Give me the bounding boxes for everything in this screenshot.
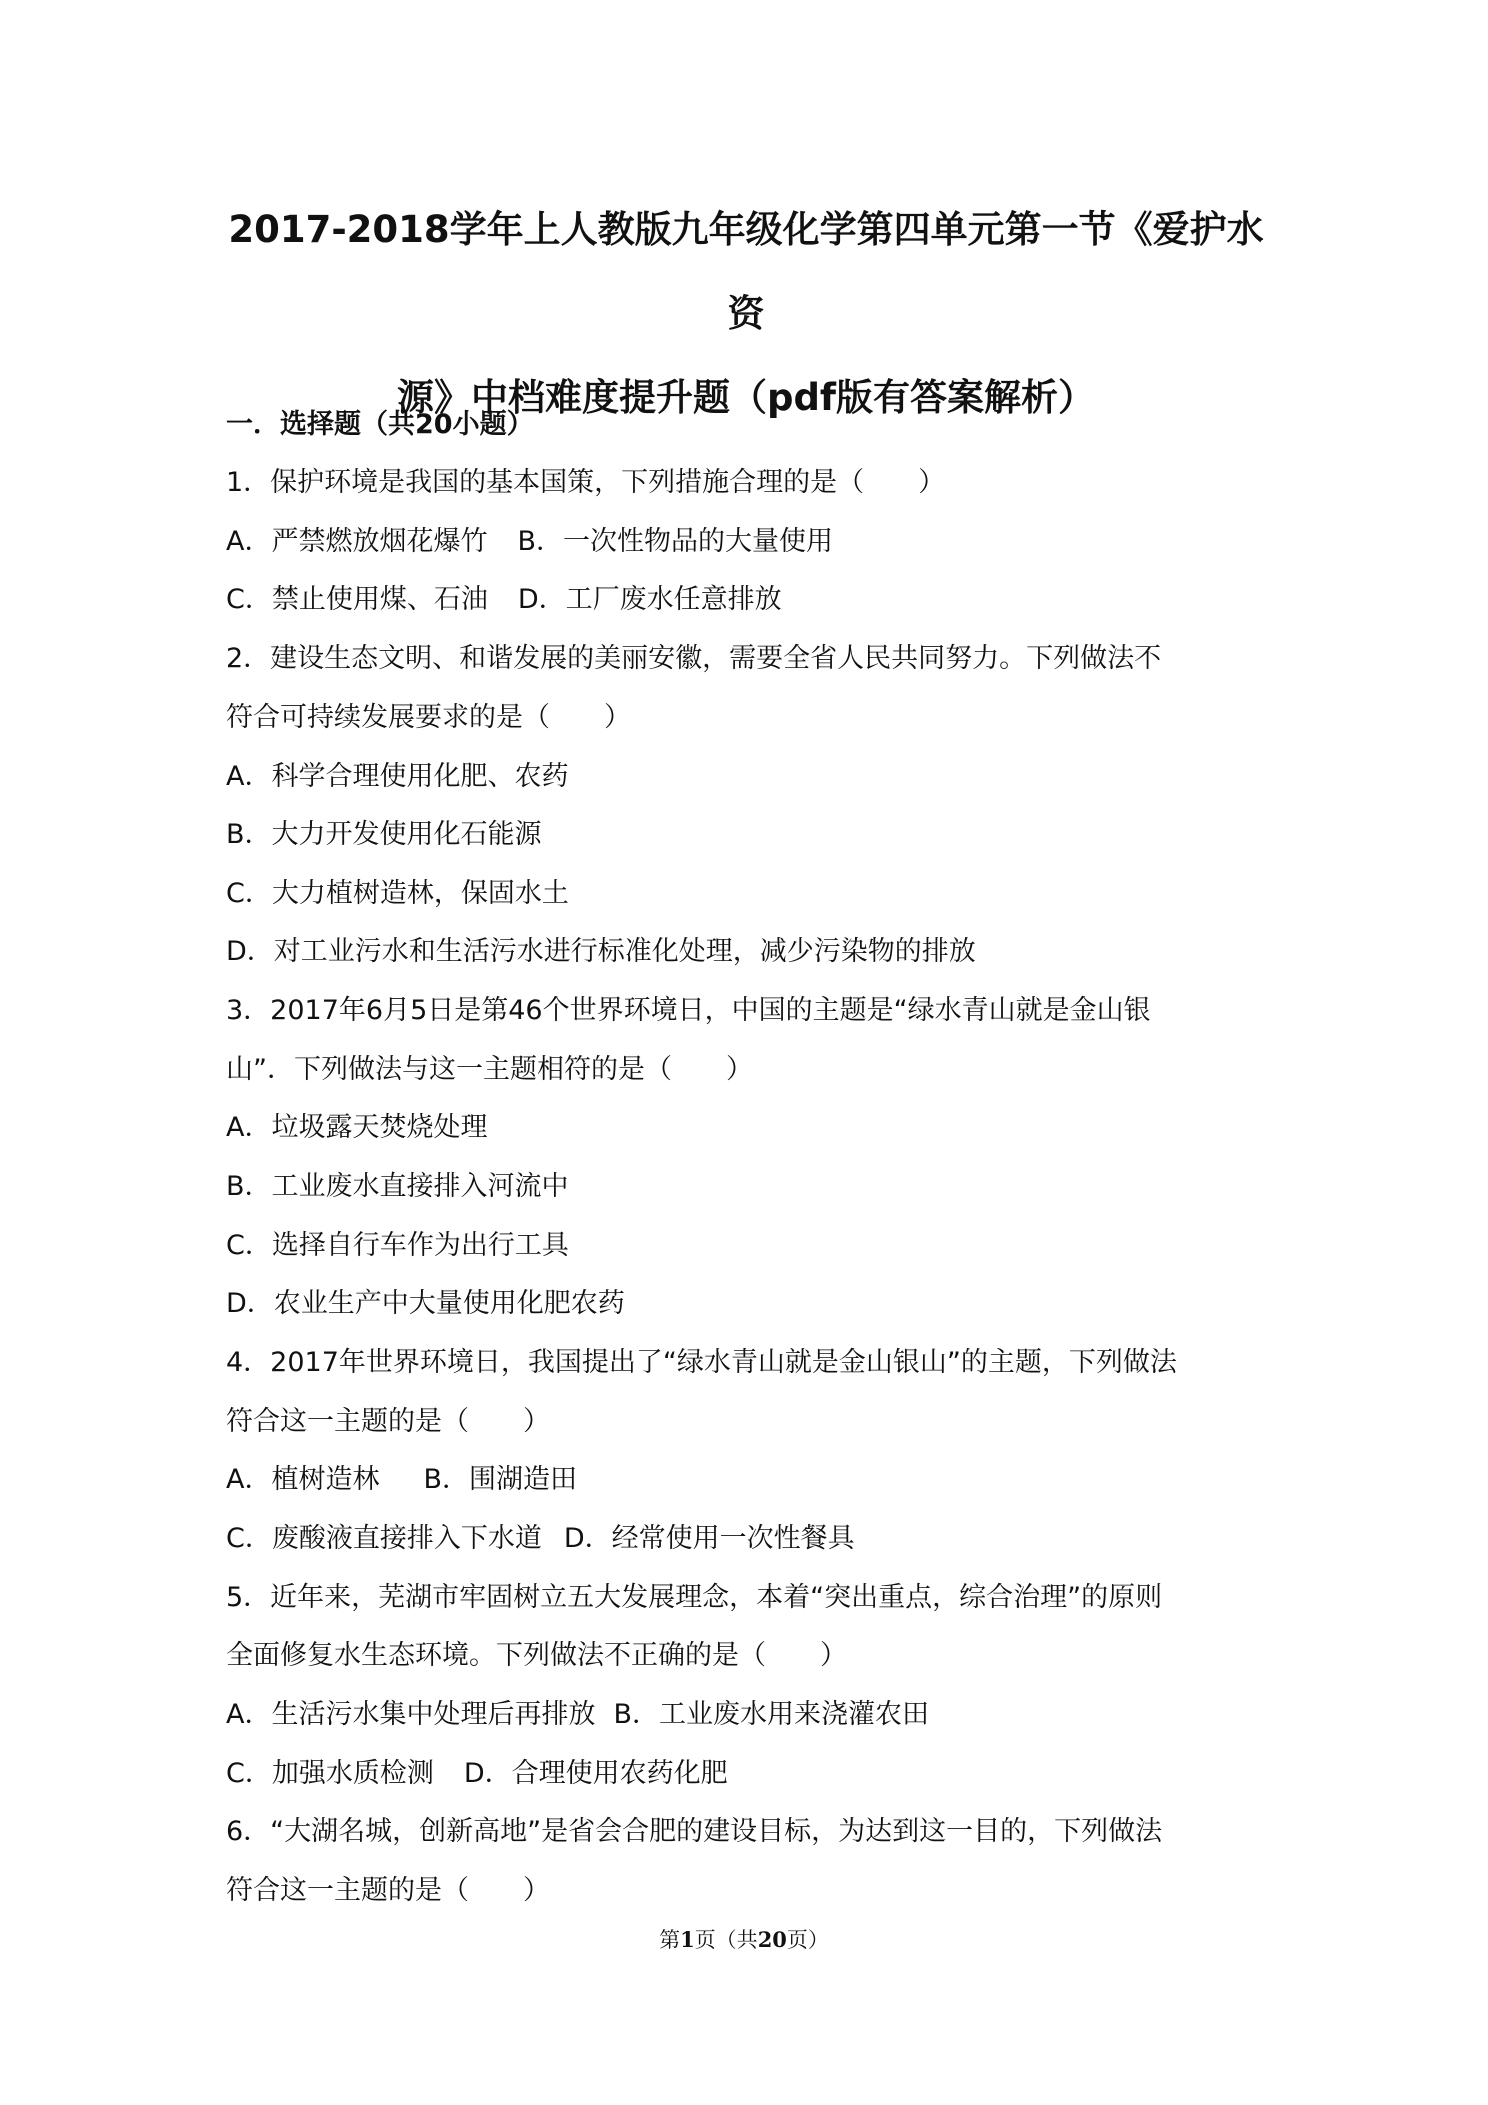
footer-suffix: 页） — [786, 1928, 829, 1952]
question-1-stem-line-1: 1．保护环境是我国的基本国策，下列措施合理的是（ ） — [226, 467, 946, 498]
question-1-option-a: A．严禁燃放烟花爆竹 — [226, 526, 488, 557]
question-1-option-d: D．工厂废水任意排放 — [517, 584, 782, 615]
title-line-2: 源》中档难度提升题（pdf版有答案解析） — [396, 376, 1096, 419]
footer-page-number: 1 — [680, 1927, 695, 1952]
question-4-option-b: B．围湖造田 — [423, 1464, 578, 1495]
question-3-option-a: A．垃圾露天焚烧处理 — [226, 1112, 488, 1143]
question-5-options-row-2 — [226, 1758, 1266, 1790]
question-4-option-c: C．废酸液直接排入下水道 — [226, 1523, 542, 1554]
question-5-option-d: D．合理使用农药化肥 — [463, 1758, 728, 1789]
section-heading: 一．选择题（共20小题） — [226, 409, 534, 440]
document-title — [226, 188, 1266, 440]
question-5-options-row-1 — [226, 1699, 1266, 1731]
question-5-option-c: C．加强水质检测 — [226, 1758, 434, 1789]
question-2-stem-line-1: 2．建设生态文明、和谐发展的美丽安徽，需要全省人民共同努力。下列做法不 — [226, 643, 1162, 674]
question-5-stem-line-2: 全面修复水生态环境。下列做法不正确的是（ ） — [226, 1640, 847, 1671]
question-4-option-d: D．经常使用一次性餐具 — [563, 1523, 855, 1554]
footer-total-pages: 20 — [757, 1927, 787, 1952]
question-1-option-c: C．禁止使用煤、石油 — [226, 584, 488, 615]
question-3-option-c: C．选择自行车作为出行工具 — [226, 1230, 569, 1261]
question-2-option-b: B．大力开发使用化石能源 — [226, 819, 542, 850]
question-3-stem-line-2: 山”．下列做法与这一主题相符的是（ ） — [226, 1054, 753, 1085]
question-2-option-d: D．对工业污水和生活污水进行标准化处理，减少污染物的排放 — [226, 936, 976, 967]
question-2-stem-line-2: 符合可持续发展要求的是（ ） — [226, 702, 631, 733]
question-2-option-a: A．科学合理使用化肥、农药 — [226, 761, 569, 792]
question-4-stem-line-2: 符合这一主题的是（ ） — [226, 1406, 550, 1437]
footer-prefix: 第 — [659, 1928, 681, 1952]
question-5-option-b: B．工业废水用来浇灌农田 — [613, 1699, 930, 1730]
question-5-option-a: A．生活污水集中处理后再排放 — [226, 1699, 596, 1730]
question-4-options-row-1 — [226, 1464, 1266, 1496]
question-1-options-row-1 — [226, 526, 1266, 558]
question-3-stem-line-1: 3．2017年6月5日是第46个世界环境日，中国的主题是“绿水青山就是金山银 — [226, 995, 1151, 1026]
question-6-stem-line-1: 6．“大湖名城，创新高地”是省会合肥的建设目标，为达到这一目的，下列做法 — [226, 1816, 1163, 1847]
question-5-stem-line-1: 5．近年来，芜湖市牢固树立五大发展理念，本着“突出重点，综合治理”的原则 — [226, 1582, 1163, 1613]
question-6-stem-line-2: 符合这一主题的是（ ） — [226, 1875, 550, 1906]
question-1-options-row-2 — [226, 584, 1266, 616]
page-footer — [0, 1926, 1488, 1954]
question-2-option-c: C．大力植树造林，保固水土 — [226, 878, 569, 909]
question-4-options-row-2 — [226, 1523, 1266, 1555]
footer-middle: 页（共 — [694, 1928, 758, 1952]
question-1-option-b: B．一次性物品的大量使用 — [517, 526, 834, 557]
question-3-option-b: B．工业废水直接排入河流中 — [226, 1171, 569, 1202]
question-4-option-a: A．植树造林 — [226, 1464, 380, 1495]
question-4-stem-line-1: 4．2017年世界环境日，我国提出了“绿水青山就是金山银山”的主题，下列做法 — [226, 1347, 1177, 1378]
title-line-1: 2017-2018学年上人教版九年级化学第四单元第一节《爱护水资 — [228, 208, 1264, 335]
question-3-option-d: D．农业生产中大量使用化肥农药 — [226, 1288, 625, 1319]
